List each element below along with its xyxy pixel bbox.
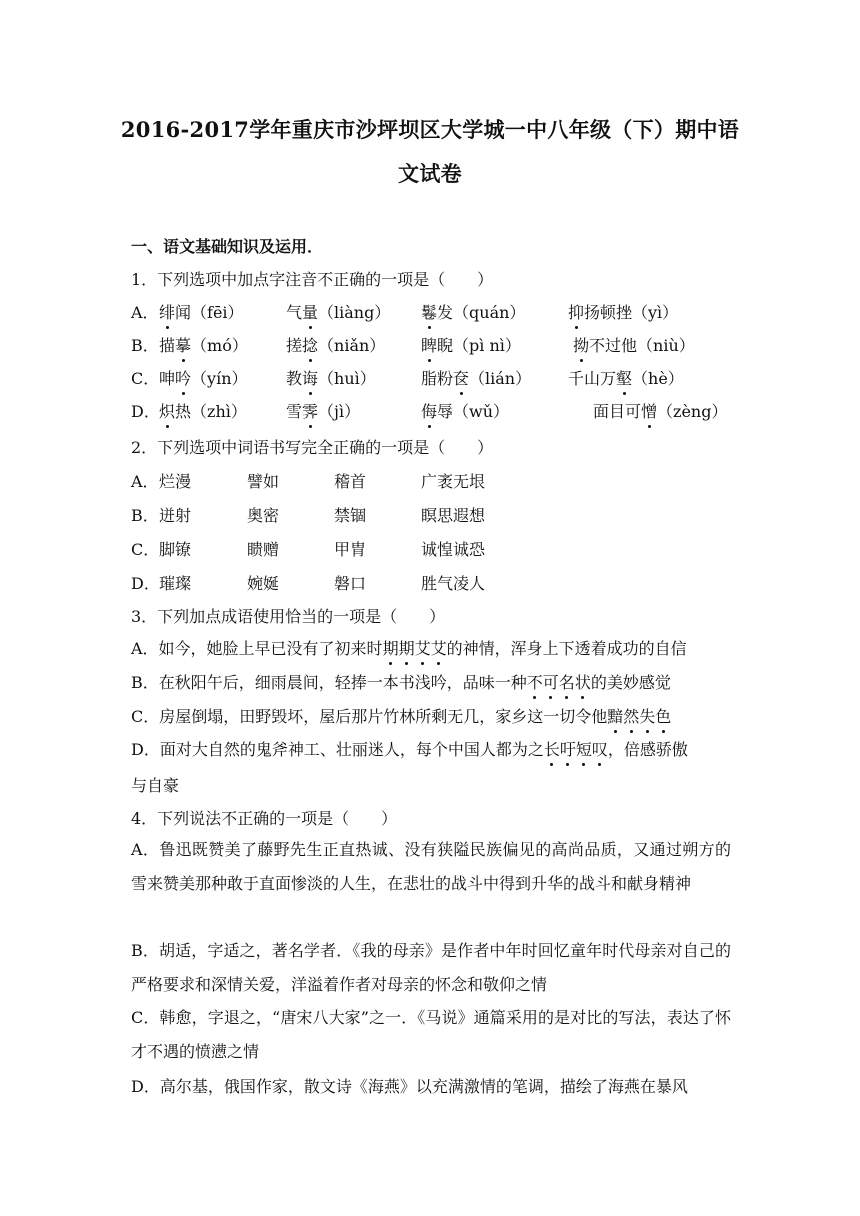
option-label: C． [131, 369, 160, 388]
option-word: 禁锢 [334, 506, 367, 525]
option-item: 千山万壑（hè） [568, 369, 684, 388]
option-item: 教诲（huì） [286, 369, 376, 388]
option-item: 抑扬顿挫（yì） [568, 303, 679, 322]
option-word: 璀璨 [159, 574, 192, 593]
option-item: 炽热（zhì） [159, 402, 247, 421]
question-1-stem: 1．下列选项中加点字注音不正确的一项是（ ） [131, 270, 494, 289]
emphasis-char: 可 [542, 673, 559, 692]
option-word: 甲胄 [334, 540, 367, 559]
option-item: 气量（liàng） [286, 303, 391, 322]
emphasis-char: 艾 [414, 639, 431, 658]
emphasis-char: 名 [558, 673, 575, 692]
emphasis-char: 吟 [175, 369, 192, 388]
option-label: B． [131, 336, 159, 355]
emphasis-char: 鬈 [421, 303, 438, 322]
emphasis-char: 然 [623, 707, 640, 726]
question-2-option-c [131, 539, 751, 561]
emphasis-char: 短 [575, 740, 592, 759]
emphasis-char: 色 [655, 707, 672, 726]
option-word: 婉娫 [247, 574, 280, 593]
emphasis-char: 霁 [302, 402, 319, 421]
option-word: 稽首 [334, 472, 367, 491]
question-2-option-b [131, 505, 751, 527]
option-item: 面目可憎（zèng） [593, 402, 728, 421]
question-4-option-d: D．高尔基，俄国作家，散文诗《海燕》以充满激情的笔调，描绘了海燕在暴风 [131, 1077, 688, 1096]
question-3-option-a: A．如今，她脸上早已没有了初来时期期艾艾的神情，浑身上下透着成功的自信 [131, 639, 687, 658]
emphasis-char: 炽 [159, 402, 176, 421]
emphasis-char: 诲 [302, 369, 319, 388]
question-1-option-a [131, 302, 751, 324]
emphasis-char: 绯 [159, 303, 176, 322]
exam-title-line-2: 文试卷 [398, 161, 462, 186]
option-word: 奥密 [247, 506, 280, 525]
emphasis-char: 叹 [591, 740, 608, 759]
option-word: 烂漫 [159, 472, 192, 491]
question-1-option-c [131, 368, 751, 390]
option-label: A． [131, 303, 159, 322]
option-word: 胜气凌人 [421, 574, 486, 593]
question-1-option-b [131, 335, 751, 357]
option-word: 脚镣 [159, 540, 192, 559]
question-3-option-b: B．在秋阳午后，细雨晨间，轻捧一本书浅吟，品味一种不可名状的美妙感觉 [131, 673, 671, 692]
emphasis-char: 抑 [568, 303, 585, 322]
exam-title-line-1: 2016-2017学年重庆市沙坪坝区大学城一中八年级（下）期中语 [120, 117, 740, 142]
option-word: 瞑思遐想 [421, 506, 486, 525]
emphasis-char: 不 [526, 673, 543, 692]
question-4-stem: 4．下列说法不正确的一项是（ ） [131, 809, 398, 828]
emphasis-char: 侮 [421, 402, 438, 421]
emphasis-char: 吁 [559, 740, 576, 759]
question-4-option-a: A．鲁迅既赞美了藤野先生正直热诚、没有狭隘民族偏见的高尚品质，又通过朔方的雪来赞美那种敢于直面惨淡的人生，在悲壮的战斗中得到升华的战斗和献身精神 [131, 840, 731, 893]
emphasis-char: 壑 [616, 369, 633, 388]
option-label: C． [131, 540, 160, 559]
option-label: A． [131, 472, 159, 491]
emphasis-char: 拗 [573, 336, 590, 355]
emphasis-char: 睥 [421, 336, 438, 355]
option-item: 描摹（mó） [159, 336, 248, 355]
question-3-stem: 3．下列加点成语使用恰当的一项是（ ） [131, 607, 446, 626]
question-4-option-b: B．胡适，字适之，著名学者．《我的母亲》是作者中年时回忆童年时代母亲对自己的严格要求和深情关爱，洋溢着作者对母亲的怀念和敬仰之情 [131, 941, 731, 994]
option-label: D． [131, 402, 160, 421]
emphasis-char: 黯 [607, 707, 624, 726]
emphasis-char: 艾 [430, 639, 447, 658]
question-2-option-a [131, 471, 751, 493]
option-word: 诚惶诚恐 [421, 540, 486, 559]
option-label: B． [131, 506, 159, 525]
option-item: 脂粉奁（lián） [421, 369, 532, 388]
emphasis-char: 期 [382, 639, 399, 658]
option-item: 绯闻（fēi） [159, 303, 244, 322]
option-item: 侮辱（wǔ） [421, 402, 510, 421]
question-3-option-c: C．房屋倒塌，田野毁坏，屋后那片竹林所剩无几，家乡这一切令他黯然失色 [131, 707, 672, 726]
emphasis-char: 憎 [641, 402, 658, 421]
option-item: 搓捻（niǎn） [286, 336, 386, 355]
emphasis-char: 捻 [302, 336, 319, 355]
option-item: 鬈发（quán） [421, 303, 526, 322]
emphasis-char: 奁 [453, 369, 470, 388]
option-word: 譬如 [247, 472, 280, 491]
emphasis-char: 失 [639, 707, 656, 726]
option-word: 磐口 [334, 574, 367, 593]
emphasis-char: 状 [574, 673, 591, 692]
option-word: 广袤无垠 [421, 472, 486, 491]
option-word: 瞆赠 [247, 540, 280, 559]
question-3-option-d: D．面对大自然的鬼斧神工、壮丽迷人，每个中国人都为之长吁短叹，倍感骄傲 [131, 740, 688, 759]
section-heading: 一、语文基础知识及运用． [131, 237, 324, 256]
option-label: D． [131, 574, 160, 593]
option-item: 拗不过他（niù） [573, 336, 695, 355]
question-1-option-d [131, 401, 751, 423]
emphasis-char: 摹 [175, 336, 192, 355]
emphasis-char: 长 [543, 740, 560, 759]
question-4-option-c: C．韩愈，字退之，“唐宋八大家”之一．《马说》通篇采用的是对比的写法，表达了怀才不遇的愤懑之情 [131, 1008, 731, 1061]
question-3-option-d-continued: 与自豪 [131, 776, 180, 795]
question-2-option-d [131, 573, 751, 595]
option-item: 呻吟（yín） [159, 369, 248, 388]
question-2-stem: 2．下列选项中词语书写完全正确的一项是（ ） [131, 438, 494, 457]
emphasis-char: 期 [398, 639, 415, 658]
option-word: 迸射 [159, 506, 192, 525]
emphasis-char: 量 [302, 303, 319, 322]
option-item: 睥睨（pì nì） [421, 336, 521, 355]
option-item: 雪霁（jì） [286, 402, 361, 421]
